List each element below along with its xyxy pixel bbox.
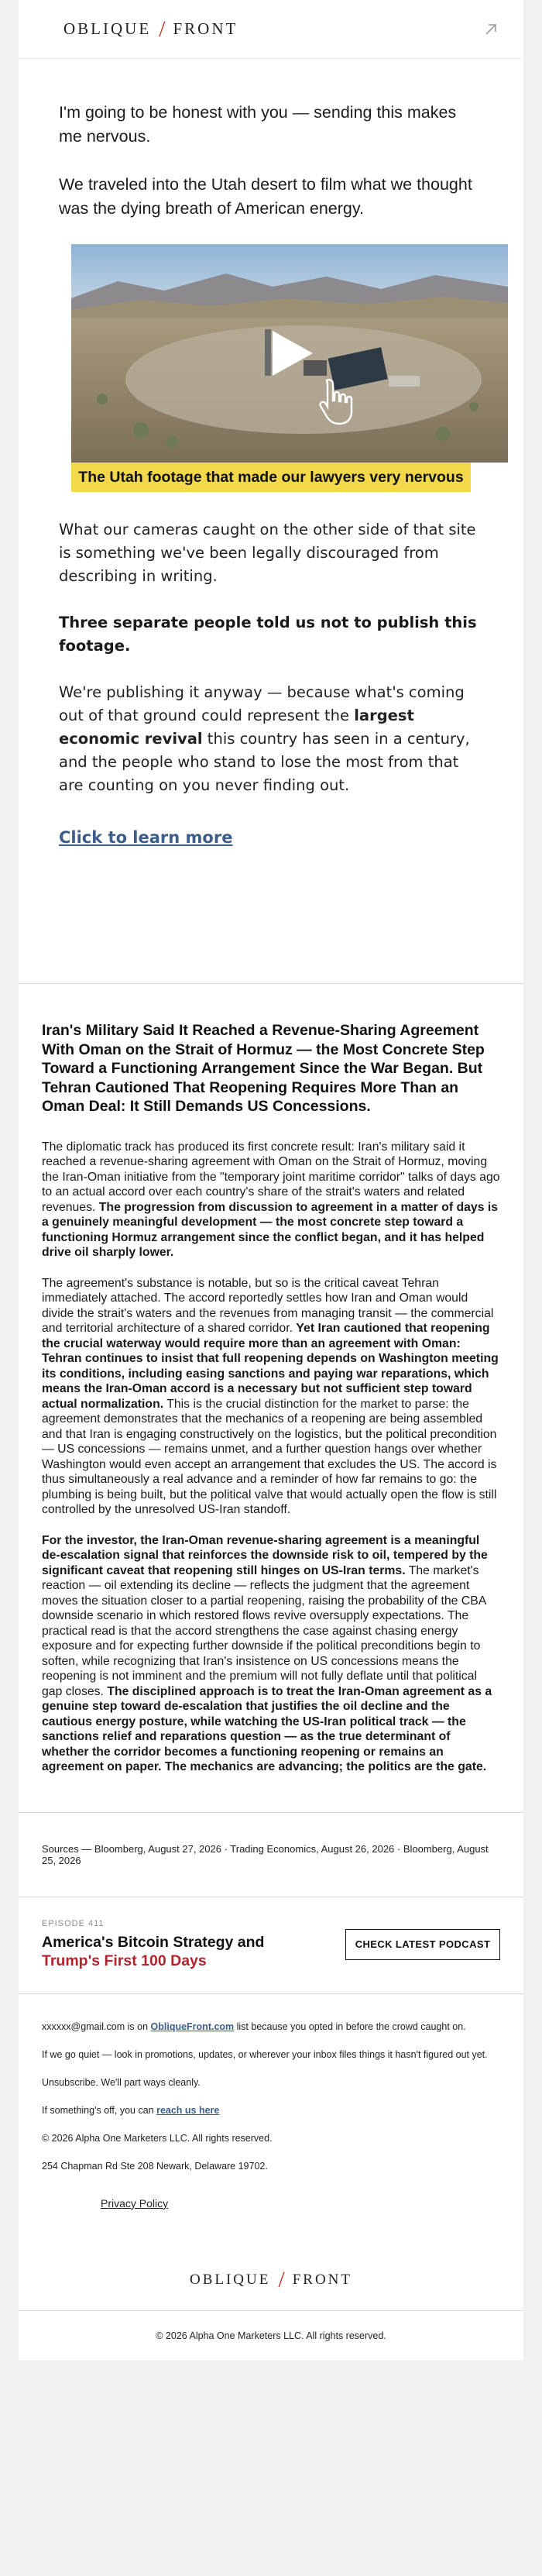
hero-caption: The Utah footage that made our lawyers very nervous	[71, 463, 471, 492]
podcast-promo	[19, 1897, 523, 1993]
p2-b: Yet Iran cautioned that reopening the crucial waterway would require more than an agreement with Oman: Tehran continues to insist that full reopening depends on Washington meeting its conditions, including easing sanctions and paying war reparations, which means the Iran-Oman accord is a necessary but not sufficient step toward actual normalization.	[42, 1322, 499, 1411]
p1-a: The diplomatic track has produced its first concrete result: Iran's military said it reached a revenue-sharing agreement with Oman on the Strait of Hormuz, moving the Iran-Oman initiative from the "temporary joint maritime corridor" talks of days ago to an actual accord over each country's share of the strait's waters and related revenues.	[42, 1140, 500, 1214]
privacy-row	[19, 2188, 523, 2210]
p2-c: This is the crucial distinction for the market to parse: the agreement demonstrates that the mechanics of a reopening are being assembled and that Iran is engaging constructively on the logistics, but the political precondition — US concessions — remains unmet, and a further question hangs over whether Washington would even accept an arrangement that excludes the US. The accord is thus simultaneously a real advance and a reminder of how far remains to go: the plumbing is being built, but the political valve that would actually open the flow is still controlled by the unresolved US-Iran standoff.	[42, 1397, 497, 1516]
header	[19, 0, 523, 59]
copyright-bar: © 2026 Alpha One Marketers LLC. All rights reserved.	[156, 2330, 386, 2341]
footer-contact-line	[42, 2104, 500, 2117]
sources-line: Sources — Bloomberg, August 27, 2026 · Trading Economics, August 26, 2026 · Bloomberg, August 25, 2026	[42, 1842, 489, 1866]
privacy-policy-link[interactable]: Privacy Policy	[101, 2196, 169, 2210]
logo-slash: /	[159, 15, 166, 42]
p3-bold: largest economic revival	[59, 707, 414, 748]
p3-a: For the investor, the Iran-Oman revenue-sharing agreement is a meaningful de-escalation signal that reinforces the downside risk to oil, tempered by the significant caveat that reopening still hinges on US-Iran terms.	[42, 1533, 488, 1577]
promo-paragraph-1: What our cameras caught on the other side of that site is something we've been legally discouraged from describing in writing.	[59, 521, 476, 585]
footer-address-line: 254 Chapman Rd Ste 208 Newark, Delaware 19702.	[42, 2160, 268, 2172]
p1-b: The progression from discussion to agreement in a matter of days is a genuinely meaningful development — the most concrete step toward a functioning Hormuz arrangement since the conflict began, and it has helped drive oil sharply lower.	[42, 1200, 499, 1259]
site-link[interactable]: ObliqueFront.com	[150, 2021, 235, 2032]
footer-text: list because you opted in before the crowd caught on.	[234, 2021, 466, 2032]
footer-subscription-line	[42, 2021, 500, 2033]
article-title: Iran's Military Said It Reached a Revenue-Sharing Agreement With Oman on the Strait of Hormuz — the Most Concrete Step Toward a Functioning Arrangement Since the War Began. But Tehran Cautioned That Reopening Requires More Than an Oman Deal: It Still Demands US Concessions.	[42, 1022, 485, 1115]
subscriber-email: xxxxxx@gmail.com	[42, 2021, 125, 2032]
promo-section	[19, 59, 523, 983]
email-container	[19, 0, 523, 2361]
p2-a: The agreement's substance is notable, but so is the critical caveat Tehran immediately attached. The accord reportedly settles how Iran and Oman would divide the strait's waters and the revenues from managing transit — the commercial and territorial architecture of a shared corridor.	[42, 1276, 494, 1335]
footer-inbox-line: If we go quiet — look in promotions, updates, or wherever your inbox files things it hasn't figured out yet.	[42, 2048, 488, 2060]
episode-label: EPISODE 411	[42, 1918, 105, 1928]
reach-us-link[interactable]: reach us here	[156, 2104, 220, 2116]
podcast-title	[42, 1933, 264, 1970]
footer-logo-row	[19, 2210, 523, 2310]
article-paragraph-2	[42, 1276, 500, 1518]
footer-text: is on	[125, 2021, 151, 2032]
logo-word-left: OBLIQUE	[189, 2271, 271, 2288]
article-paragraph-3	[42, 1533, 500, 1775]
article-paragraph-1	[42, 1140, 500, 1260]
learn-more-link[interactable]: Click to learn more	[59, 828, 233, 847]
lead-paragraph-2: We traveled into the Utah desert to film what we thought was the dying breath of American energy.	[59, 175, 472, 218]
logo-word-right: FRONT	[173, 19, 238, 38]
arrow-up-right-icon[interactable]	[482, 20, 500, 39]
footer-text: If something's off, you can	[42, 2104, 157, 2116]
footer-brand-logo[interactable]	[190, 2250, 352, 2310]
lead-paragraph-1: I'm going to be honest with you — sending this makes me nervous.	[59, 103, 457, 146]
logo-word-left: OBLIQUE	[63, 19, 152, 38]
spacer	[59, 847, 483, 983]
podcast-text	[42, 1919, 264, 1970]
podcast-title-line-2: Trump's First 100 Days	[42, 1952, 207, 1969]
p3-end: this country has seen in a century, and the people who stand to lose the most from that are counting on you never finding out.	[59, 730, 470, 794]
brand-logo[interactable]	[63, 16, 238, 43]
spacer	[19, 1775, 523, 1812]
footer-rights-line: © 2026 Alpha One Marketers LLC. All rights reserved.	[42, 2132, 273, 2144]
p3-start: We're publishing it anyway — because what's coming out of that ground could represent the	[59, 683, 465, 724]
hand-pointer-icon	[317, 377, 361, 427]
podcast-title-line-1: America's Bitcoin Strategy and	[42, 1933, 265, 1951]
logo-slash: /	[278, 2266, 285, 2292]
logo-word-right: FRONT	[292, 2271, 353, 2288]
p3-c: The disciplined approach is to treat the Iran-Oman agreement as a genuine step toward de-escalation that justifies the oil decline and the cautious energy posture, while watching the US-Iran political track — the sanctions relief and reparations question — as the true determinant of whether the corridor becomes a functioning reopening or remains an agreement on paper. The mechanics are advancing; the politics are the gate.	[42, 1684, 492, 1773]
promo-paragraph-2: Three separate people told us not to publish this footage.	[59, 614, 477, 655]
hero-video[interactable]	[71, 244, 471, 492]
check-latest-podcast-button[interactable]: CHECK LATEST PODCAST	[345, 1929, 500, 1960]
promo-paragraph-3	[59, 681, 483, 797]
article-section	[19, 984, 523, 1775]
unsubscribe-line[interactable]: Unsubscribe. We'll part ways cleanly.	[42, 2076, 201, 2088]
p3-b: The market's reaction — oil extending its decline — reflects the judgment that the agreement moves the situation closer to a partial reopening, raising the probability of the CBA downside scenario in which restored flows revive oversupply expectations. The practical read is that the accord strengthens the case against chasing energy exposure and for expecting further downside if the political preconditions begin to soften, while recognizing that Iran's insistence on US concessions means the reopening is not imminent and the premium will not fully deflate until that political gap closes.	[42, 1563, 486, 1698]
play-icon[interactable]	[266, 329, 314, 377]
footer	[19, 1994, 523, 2172]
